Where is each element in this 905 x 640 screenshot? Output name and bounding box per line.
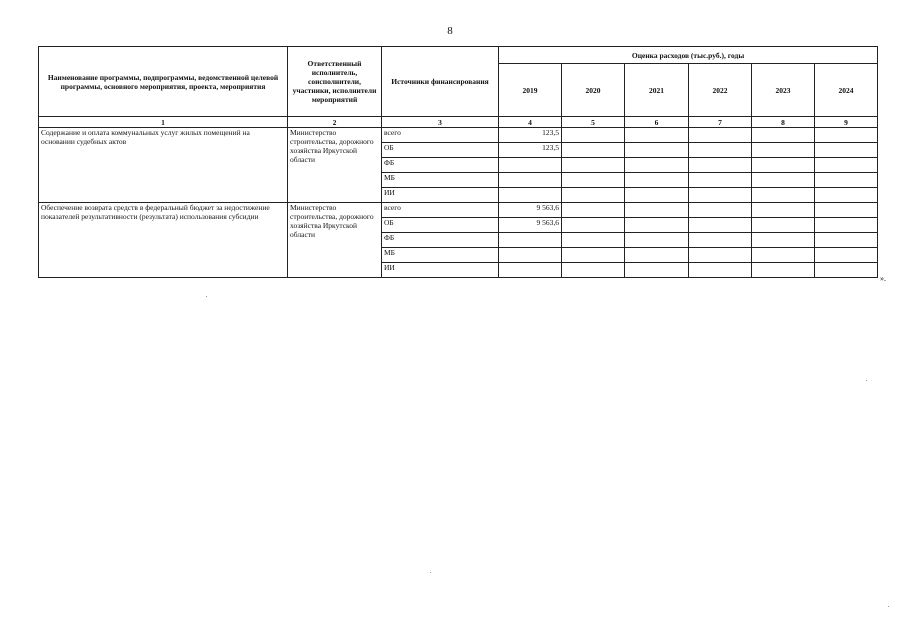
funding-source: ИИ	[382, 263, 499, 278]
amount-cell	[689, 143, 752, 158]
amount-cell	[625, 173, 689, 188]
amount-cell	[752, 233, 815, 248]
amount-cell	[625, 263, 689, 278]
amount-cell	[562, 263, 625, 278]
amount-cell	[815, 173, 878, 188]
amount-cell	[562, 203, 625, 218]
amount-2019: 9 563,6	[499, 218, 562, 233]
amount-2019: 123,5	[499, 143, 562, 158]
scan-speck	[430, 572, 431, 573]
amount-cell	[815, 188, 878, 203]
amount-2019	[499, 173, 562, 188]
header-year: 2024	[815, 64, 878, 117]
amount-cell	[625, 128, 689, 143]
funding-source: МБ	[382, 173, 499, 188]
funding-source: ИИ	[382, 188, 499, 203]
amount-cell	[815, 263, 878, 278]
continuation-mark: ».	[880, 274, 886, 283]
amount-cell	[562, 143, 625, 158]
column-number: 6	[625, 117, 689, 128]
amount-cell	[562, 128, 625, 143]
amount-cell	[752, 188, 815, 203]
amount-cell	[625, 203, 689, 218]
amount-2019	[499, 263, 562, 278]
header-name: Наименование программы, подпрограммы, ведомственной целевой программы, основного мероприятия, проекта, мероприятия	[39, 47, 288, 117]
amount-cell	[815, 203, 878, 218]
scan-speck	[888, 606, 889, 607]
amount-cell	[752, 143, 815, 158]
amount-cell	[752, 263, 815, 278]
amount-cell	[752, 173, 815, 188]
amount-cell	[625, 248, 689, 263]
amount-cell	[815, 218, 878, 233]
header-year: 2022	[689, 64, 752, 117]
funding-source: ФБ	[382, 158, 499, 173]
funding-source: МБ	[382, 248, 499, 263]
funding-source: ОБ	[382, 218, 499, 233]
amount-cell	[815, 248, 878, 263]
amount-cell	[689, 203, 752, 218]
amount-cell	[752, 158, 815, 173]
amount-cell	[689, 188, 752, 203]
amount-cell	[752, 248, 815, 263]
column-number: 1	[39, 117, 288, 128]
amount-cell	[815, 128, 878, 143]
amount-cell	[689, 263, 752, 278]
amount-cell	[752, 128, 815, 143]
page-number: 8	[447, 25, 453, 37]
amount-2019	[499, 158, 562, 173]
amount-2019: 123,5	[499, 128, 562, 143]
amount-cell	[815, 143, 878, 158]
amount-2019	[499, 248, 562, 263]
funding-source: всего	[382, 128, 499, 143]
header-year: 2019	[499, 64, 562, 117]
amount-cell	[562, 158, 625, 173]
column-number: 5	[562, 117, 625, 128]
amount-cell	[752, 218, 815, 233]
amount-cell	[562, 173, 625, 188]
amount-2019: 9 563,6	[499, 203, 562, 218]
funding-source: всего	[382, 203, 499, 218]
scan-speck	[206, 296, 207, 297]
amount-cell	[625, 188, 689, 203]
amount-cell	[689, 158, 752, 173]
amount-cell	[562, 218, 625, 233]
amount-cell	[689, 233, 752, 248]
column-number: 8	[752, 117, 815, 128]
amount-cell	[562, 188, 625, 203]
amount-cell	[689, 128, 752, 143]
activity-name: Содержание и оплата коммунальных услуг жилых помещений на основании судебных актов	[39, 128, 288, 203]
header-responsible: Ответственный исполнитель, соисполнители, участники, исполнители мероприятий	[288, 47, 382, 117]
amount-cell	[625, 158, 689, 173]
amount-2019	[499, 188, 562, 203]
amount-cell	[689, 218, 752, 233]
header-year: 2021	[625, 64, 689, 117]
amount-cell	[815, 233, 878, 248]
amount-2019	[499, 233, 562, 248]
amount-cell	[815, 158, 878, 173]
amount-cell	[689, 173, 752, 188]
responsible-executor: Министерство строительства, дорожного хозяйства Иркутской области	[288, 203, 382, 278]
column-number: 7	[689, 117, 752, 128]
amount-cell	[625, 143, 689, 158]
column-number: 4	[499, 117, 562, 128]
table-row	[39, 128, 878, 143]
column-number: 2	[288, 117, 382, 128]
column-number: 3	[382, 117, 499, 128]
amount-cell	[562, 248, 625, 263]
budget-table	[38, 46, 878, 278]
activity-name: Обеспечение возврата средств в федеральный бюджет за недостижение показателей результативности (результата) использования субсидии	[39, 203, 288, 278]
amount-cell	[625, 218, 689, 233]
amount-cell	[562, 233, 625, 248]
amount-cell	[625, 233, 689, 248]
funding-source: ОБ	[382, 143, 499, 158]
table-row	[39, 203, 878, 218]
column-number: 9	[815, 117, 878, 128]
scan-speck	[866, 380, 867, 381]
funding-source: ФБ	[382, 233, 499, 248]
header-year: 2023	[752, 64, 815, 117]
header-costs: Оценка расходов (тыс.руб.), годы	[499, 47, 878, 64]
header-year: 2020	[562, 64, 625, 117]
amount-cell	[689, 248, 752, 263]
amount-cell	[752, 203, 815, 218]
responsible-executor: Министерство строительства, дорожного хозяйства Иркутской области	[288, 128, 382, 203]
header-sources: Источники финансирования	[382, 47, 499, 117]
